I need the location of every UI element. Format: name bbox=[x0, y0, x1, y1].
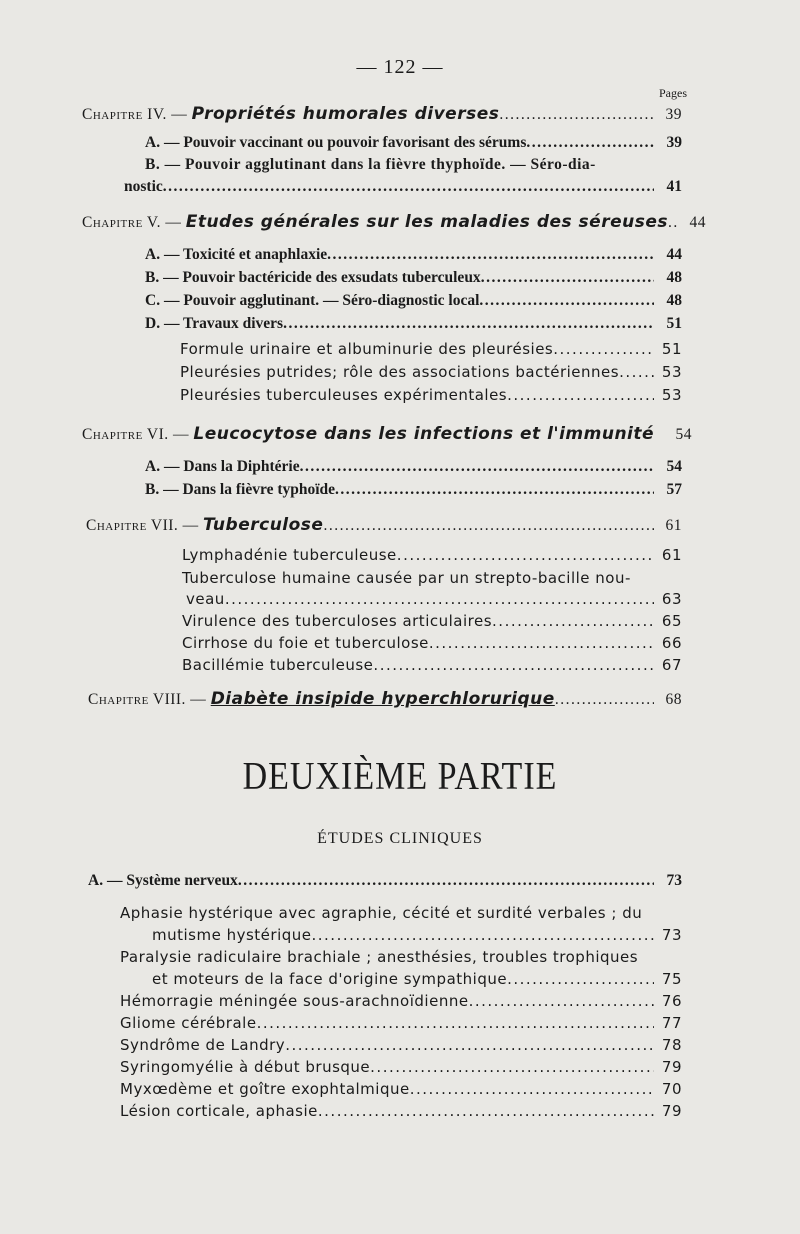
ch7-sub5-label: Bacillémie tuberculeuse bbox=[182, 656, 374, 674]
leader-dots bbox=[479, 292, 654, 310]
clinical-2-line1: Paralysie radiculaire brachiale ; anesthésies, troubles trophiques bbox=[120, 948, 639, 966]
ch4-b-page: 41 bbox=[666, 178, 682, 195]
leader-dots bbox=[163, 178, 654, 196]
ch7-sub1-page: 61 bbox=[661, 546, 682, 564]
ch7-sub3-page: 65 bbox=[661, 612, 682, 630]
ch7-sub3-label: Virulence des tuberculoses articulaires bbox=[182, 612, 493, 630]
ch5-b-entry bbox=[145, 269, 682, 291]
clinical-2-page: 75 bbox=[661, 970, 682, 988]
chapter-iv-prefix: Chapitre IV. — bbox=[82, 106, 192, 123]
ch7-sub4-label: Cirrhose du foie et tuberculose bbox=[182, 634, 429, 652]
leader-dots bbox=[429, 634, 654, 652]
clinical-4-label: Gliome cérébrale bbox=[120, 1014, 257, 1032]
ch5-sub3-page: 53 bbox=[661, 386, 682, 404]
leader-dots bbox=[225, 590, 654, 608]
ch5-sub2-page: 53 bbox=[661, 363, 682, 381]
ch5-c-entry bbox=[145, 292, 682, 314]
ch7-sub2-page: 63 bbox=[661, 590, 682, 608]
pages-column-label: Pages bbox=[659, 86, 687, 100]
chapter-viii-title: Diabète insipide hyperchlorurique bbox=[210, 689, 555, 709]
leader-dots bbox=[283, 315, 654, 333]
ch5-sub2-entry bbox=[180, 363, 682, 385]
leader-dots bbox=[318, 1102, 654, 1120]
ch6-a-entry bbox=[145, 458, 682, 480]
part-title: DEUXIÈME PARTIE bbox=[242, 755, 558, 798]
ch6-a-page: 54 bbox=[666, 458, 682, 475]
ch6-b-page: 57 bbox=[666, 481, 682, 498]
chapter-viii-page: 68 bbox=[665, 691, 682, 708]
leader-dots bbox=[397, 546, 654, 564]
ch7-sub2-entry bbox=[186, 590, 682, 612]
ch5-a-page: 44 bbox=[666, 246, 682, 263]
chapter-vi-title: Leucocytose dans les infections et l'immunité bbox=[193, 424, 655, 444]
section-a-label: A. — Système nerveux bbox=[88, 872, 238, 889]
ch4-a-label: A. — Pouvoir vaccinant ou pouvoir favorisant des sérums bbox=[145, 134, 527, 151]
chapter-vi-page: 54 bbox=[675, 426, 693, 443]
ch5-c-label: C. — Pouvoir agglutinant. — Séro-diagnostic local bbox=[145, 292, 480, 309]
clinical-5-label: Syndrôme de Landry bbox=[120, 1036, 286, 1054]
clinical-2-entry bbox=[152, 970, 682, 992]
ch7-sub3-entry bbox=[182, 612, 682, 634]
clinical-3-label: Hémorragie méningée sous-arachnoïdienne bbox=[120, 992, 469, 1010]
ch5-b-label: B. — Pouvoir bactéricide des exsudats tuberculeux bbox=[145, 269, 481, 286]
leader-dots bbox=[312, 926, 654, 944]
clinical-6-entry bbox=[120, 1058, 682, 1080]
ch5-c-page: 48 bbox=[666, 292, 682, 309]
leader-dots bbox=[469, 992, 654, 1010]
ch5-sub1-page: 51 bbox=[661, 340, 682, 358]
leader-dots bbox=[499, 106, 654, 124]
ch4-a-page: 39 bbox=[666, 134, 682, 151]
clinical-7-entry bbox=[120, 1080, 682, 1102]
leader-dots bbox=[300, 458, 654, 476]
chapter-iv-page: 39 bbox=[665, 106, 682, 123]
clinical-7-page: 70 bbox=[661, 1080, 682, 1098]
section-a-page: 73 bbox=[666, 872, 682, 889]
clinical-7-label: Myxœdème et goître exophtalmique bbox=[120, 1080, 410, 1098]
ch7-sub2-label: veau bbox=[186, 590, 225, 608]
clinical-1-page: 73 bbox=[661, 926, 682, 944]
ch7-sub1-label: Lymphadénie tuberculeuse bbox=[182, 546, 397, 564]
ch5-d-label: D. — Travaux divers bbox=[145, 315, 284, 332]
leader-dots bbox=[335, 481, 654, 499]
leader-dots bbox=[507, 970, 654, 988]
ch5-d-entry bbox=[145, 315, 682, 337]
ch5-sub3-entry bbox=[180, 386, 682, 408]
ch6-a-label: A. — Dans la Diphtérie bbox=[145, 458, 300, 475]
ch7-sub5-page: 67 bbox=[661, 656, 682, 674]
ch4-b-line1: B. — Pouvoir agglutinant dans la fièvre thyphoïde. — Séro-dia- bbox=[145, 156, 596, 173]
leader-dots bbox=[257, 1014, 654, 1032]
chapter-v-title: Etudes générales sur les maladies des séreuses bbox=[185, 212, 668, 232]
leader-dots bbox=[323, 517, 654, 535]
leader-dots bbox=[370, 1058, 654, 1076]
leader-dots bbox=[285, 1036, 654, 1054]
ch5-a-label: A. — Toxicité et anaphlaxie bbox=[145, 246, 328, 263]
leader-dots bbox=[619, 363, 654, 381]
clinical-6-label: Syringomyélie à début brusque bbox=[120, 1058, 371, 1076]
leader-dots bbox=[373, 656, 653, 674]
ch5-a-entry bbox=[145, 246, 682, 268]
ch7-sub4-entry bbox=[182, 634, 682, 656]
chapter-vii-entry bbox=[86, 515, 682, 537]
leader-dots bbox=[492, 612, 654, 630]
chapter-viii-entry bbox=[88, 689, 682, 711]
ch6-b-label: B. — Dans la fièvre typhoïde bbox=[145, 481, 336, 498]
chapter-v-entry bbox=[82, 212, 706, 234]
ch4-b-entry bbox=[124, 178, 682, 200]
chapter-vii-page: 61 bbox=[665, 517, 682, 534]
leader-dots bbox=[238, 872, 654, 890]
clinical-1-line1: Aphasie hystérique avec agraphie, cécité et surdité verbales ; du bbox=[120, 904, 643, 922]
ch5-d-page: 51 bbox=[666, 315, 682, 332]
leader-dots bbox=[410, 1080, 654, 1098]
ch5-sub1-entry bbox=[180, 340, 682, 362]
clinical-6-page: 79 bbox=[661, 1058, 682, 1076]
clinical-1-entry bbox=[152, 926, 682, 948]
ch7-sub5-entry bbox=[182, 656, 682, 678]
leader-dots bbox=[526, 134, 654, 152]
part-subtitle: ÉTUDES CLINIQUES bbox=[317, 830, 483, 847]
ch7-sub2-line1: Tuberculose humaine causée par un strepto-bacille nou- bbox=[182, 569, 631, 587]
chapter-vi-prefix: Chapitre VI. — bbox=[82, 426, 194, 443]
ch5-sub3-label: Pleurésies tuberculeuses expérimentales bbox=[180, 386, 508, 404]
ch6-b-entry bbox=[145, 481, 682, 503]
chapter-v-prefix: Chapitre V. — bbox=[82, 214, 186, 231]
clinical-4-page: 77 bbox=[661, 1014, 682, 1032]
leader-dots bbox=[668, 214, 678, 232]
leader-dots bbox=[327, 246, 654, 264]
clinical-2-label: et moteurs de la face d'origine sympathique bbox=[152, 970, 508, 988]
clinical-8-page: 79 bbox=[661, 1102, 682, 1120]
clinical-5-entry bbox=[120, 1036, 682, 1058]
chapter-iv-title: Propriétés humorales diverses bbox=[191, 104, 500, 124]
ch5-b-page: 48 bbox=[666, 269, 682, 286]
clinical-3-page: 76 bbox=[661, 992, 682, 1010]
ch5-sub1-label: Formule urinaire et albuminurie des pleurésies bbox=[180, 340, 554, 358]
chapter-iv-entry bbox=[82, 104, 682, 126]
clinical-5-page: 78 bbox=[661, 1036, 682, 1054]
clinical-8-label: Lésion corticale, aphasie bbox=[120, 1102, 318, 1120]
leader-dots bbox=[553, 340, 654, 358]
clinical-8-entry bbox=[120, 1102, 682, 1124]
chapter-viii-prefix: Chapitre VIII. — bbox=[88, 691, 211, 708]
section-a-entry bbox=[88, 872, 682, 894]
ch7-sub1-entry bbox=[182, 546, 682, 568]
ch4-a-entry bbox=[145, 134, 682, 156]
ch4-b-label: nostic bbox=[124, 178, 163, 195]
chapter-vi-entry bbox=[82, 424, 693, 446]
leader-dots bbox=[555, 691, 654, 709]
clinical-1-label: mutisme hystérique bbox=[152, 926, 312, 944]
leader-dots bbox=[481, 269, 654, 287]
clinical-4-entry bbox=[120, 1014, 682, 1036]
chapter-vii-prefix: Chapitre VII. — bbox=[86, 517, 204, 534]
ch7-sub4-page: 66 bbox=[661, 634, 682, 652]
ch5-sub2-label: Pleurésies putrides; rôle des associations bactériennes bbox=[180, 363, 620, 381]
leader-dots bbox=[507, 386, 654, 404]
chapter-vii-title: Tuberculose bbox=[203, 515, 324, 535]
clinical-3-entry bbox=[120, 992, 682, 1014]
chapter-v-page: 44 bbox=[689, 214, 706, 231]
page-number: — 122 — bbox=[356, 56, 444, 78]
